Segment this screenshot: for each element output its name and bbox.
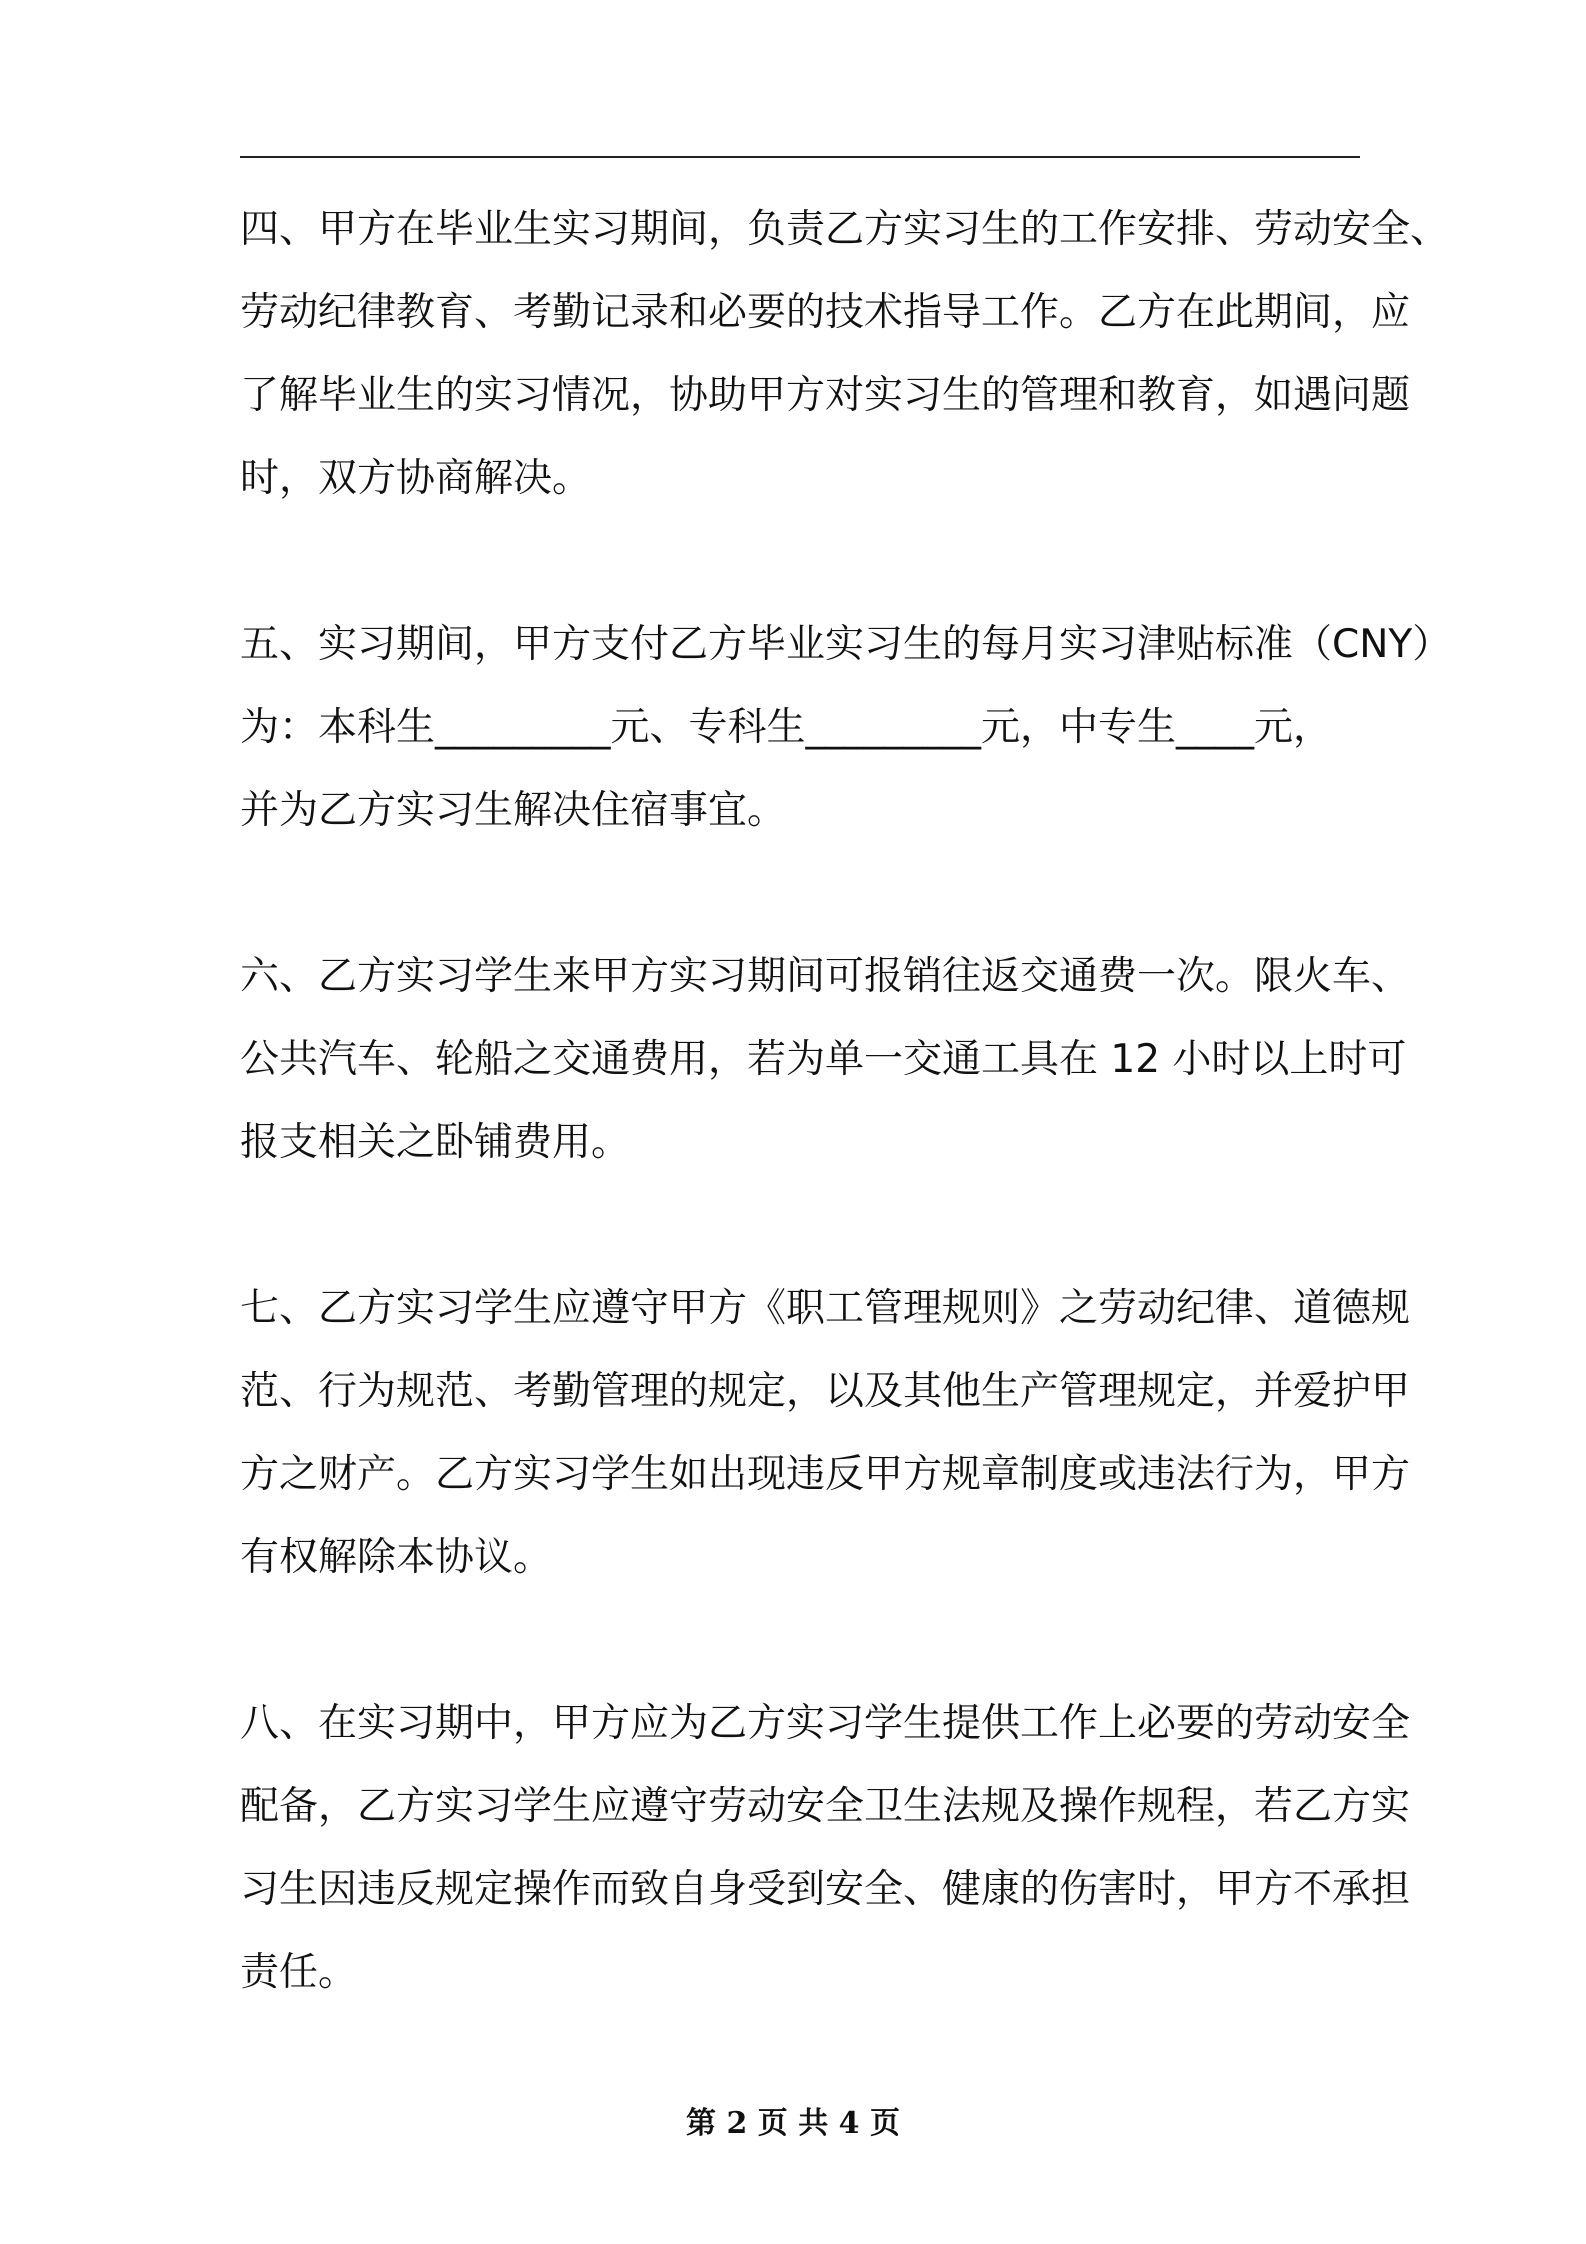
clause-8-line-4: 责任。 (240, 1950, 358, 1995)
clause-6 (240, 935, 1411, 1184)
clause-5-line-1: 五、实习期间，甲方支付乙方毕业实习生的每月实习津贴标准（CNY） (240, 622, 1452, 667)
page-number: 第 2 页 共 4 页 (686, 2106, 900, 2141)
clause-4 (240, 188, 1450, 520)
clause-4-line-2: 劳动纪律教育、考勤记录和必要的技术指导工作。乙方在此期间，应 (240, 290, 1411, 335)
document-body (240, 188, 1452, 2097)
clause-8-line-1: 八、在实习期中，甲方应为乙方实习学生提供工作上必要的劳动安全 (240, 1701, 1411, 1746)
clause-6-line-2: 公共汽车、轮船之交通费用，若为单一交通工具在 12 小时以上时可 (240, 1037, 1407, 1082)
clause-6-line-1: 六、乙方实习学生来甲方实习期间可报销往返交通费一次。限火车、 (240, 954, 1411, 999)
clause-8-line-3: 习生因违反规定操作而致自身受到安全、健康的伤害时，甲方不承担 (240, 1867, 1411, 1912)
clause-5-line-2: 为：本科生_________元、专科生_________元，中专生____元， (240, 705, 1333, 750)
header-rule (240, 156, 1360, 158)
clause-4-line-3: 了解毕业生的实习情况，协助甲方对实习生的管理和教育，如遇问题 (240, 373, 1411, 418)
clause-7 (240, 1267, 1411, 1599)
clause-6-line-3: 报支相关之卧铺费用。 (240, 1120, 631, 1165)
clause-4-line-1: 四、甲方在毕业生实习期间，负责乙方实习生的工作安排、劳动安全、 (240, 207, 1450, 252)
clause-5-line-3: 并为乙方实习生解决住宿事宜。 (240, 788, 787, 833)
clause-7-line-4: 有权解除本协议。 (240, 1535, 553, 1580)
clause-7-line-2: 范、行为规范、考勤管理的规定，以及其他生产管理规定，并爱护甲 (240, 1369, 1411, 1414)
clause-7-line-1: 七、乙方实习学生应遵守甲方《职工管理规则》之劳动纪律、道德规 (240, 1286, 1411, 1331)
clause-8 (240, 1682, 1411, 2014)
clause-4-line-4: 时，双方协商解决。 (240, 456, 592, 501)
clause-8-line-2: 配备，乙方实习学生应遵守劳动安全卫生法规及操作规程，若乙方实 (240, 1784, 1411, 1829)
clause-7-line-3: 方之财产。乙方实习学生如出现违反甲方规章制度或违法行为，甲方 (240, 1452, 1411, 1497)
clause-5 (240, 603, 1452, 852)
